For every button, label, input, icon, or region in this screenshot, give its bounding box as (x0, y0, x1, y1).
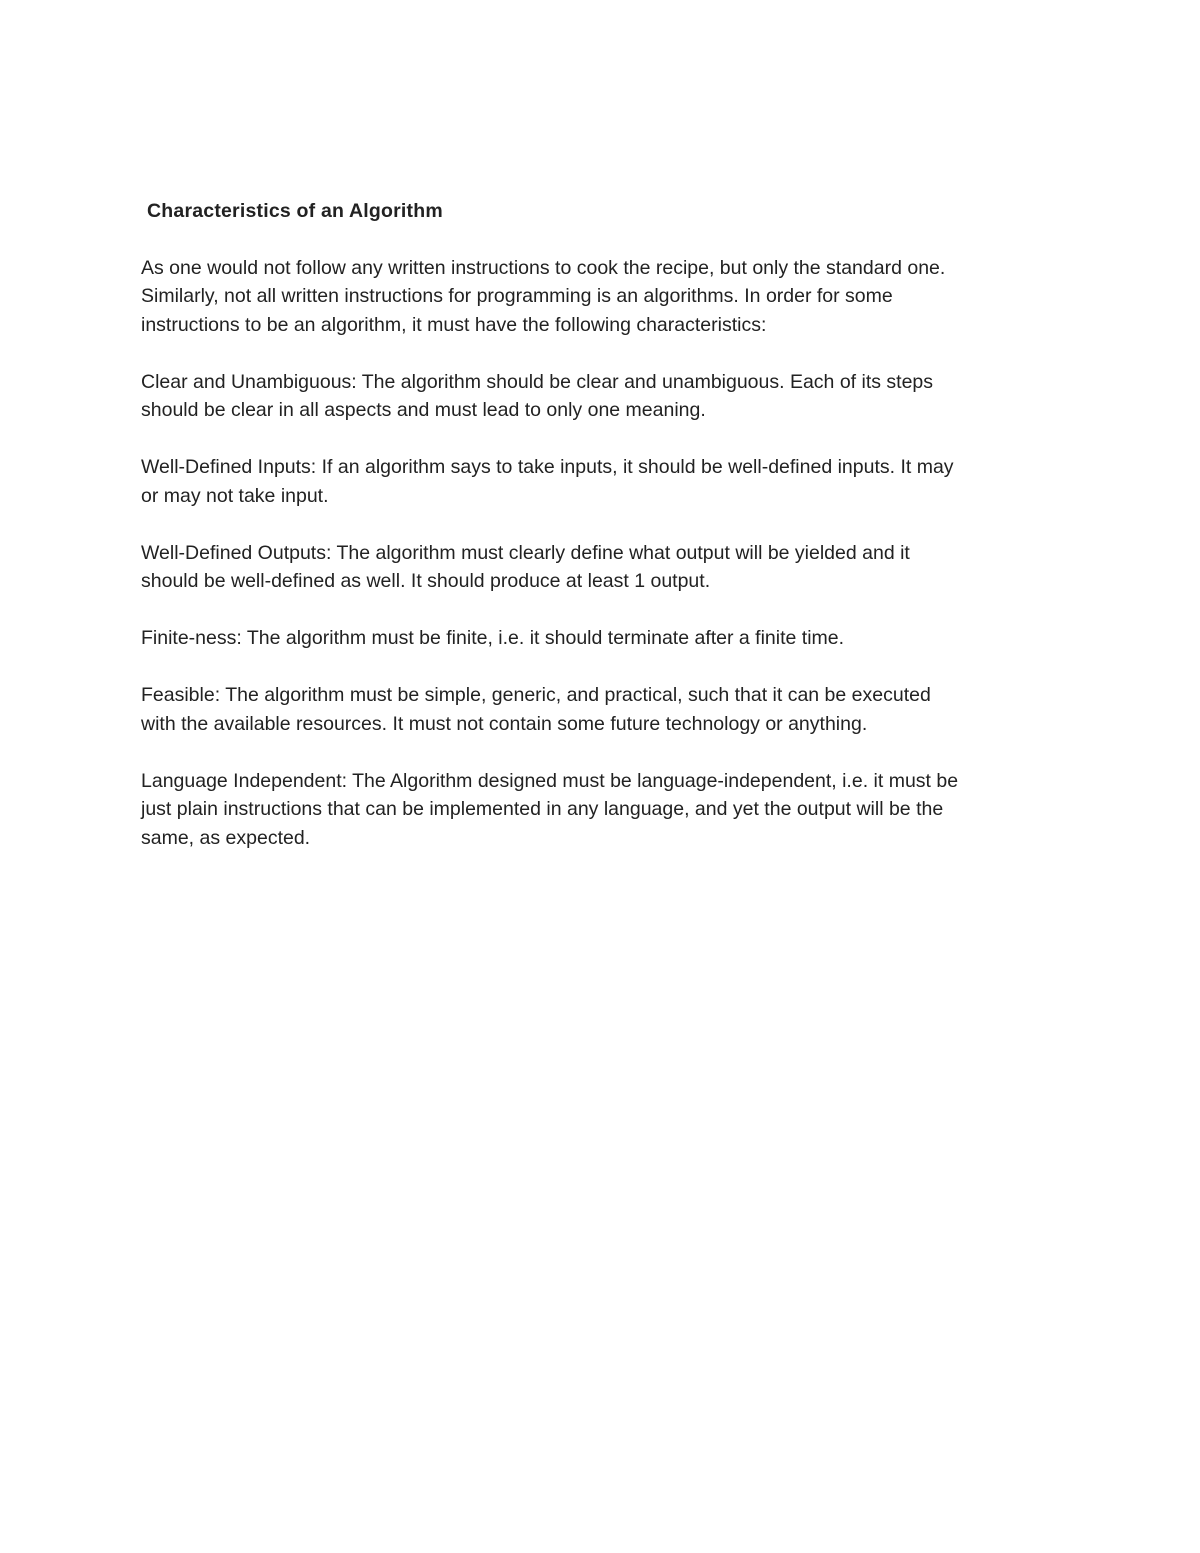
characteristic-well-defined-outputs: Well-Defined Outputs: The algorithm must clearly define what output will be yielded and it should be well-defined as well. It should produce at least 1 output. (141, 541, 910, 592)
characteristic-language-independent: Language Independent: The Algorithm designed must be language-independent, i.e. it must be just plain instructions that can be implemented in any language, and yet the output will be the same, as expected. (141, 769, 959, 849)
document-title: Characteristics of an Algorithm (147, 200, 443, 222)
characteristic-clear-unambiguous: Clear and Unambiguous: The algorithm should be clear and unambiguous. Each of its steps should be clear in all aspects and must lead to only one meaning. (141, 370, 934, 421)
characteristic-feasible: Feasible: The algorithm must be simple, generic, and practical, such that it can be executed with the available resources. It must not contain some future technology or anything. (141, 684, 931, 735)
document-body (141, 197, 1061, 881)
characteristic-finiteness: Finite-ness: The algorithm must be finite, i.e. it should terminate after a finite time. (141, 627, 845, 649)
intro-paragraph: As one would not follow any written instructions to cook the recipe, but only the standard one. Similarly, not all written instructions for programming is an algorithms. In order for some instructions to be an algorithm, it must have the following characteristics: (141, 256, 946, 336)
characteristic-well-defined-inputs: Well-Defined Inputs: If an algorithm says to take inputs, it should be well-defined inputs. It may or may not take input. (141, 456, 954, 507)
